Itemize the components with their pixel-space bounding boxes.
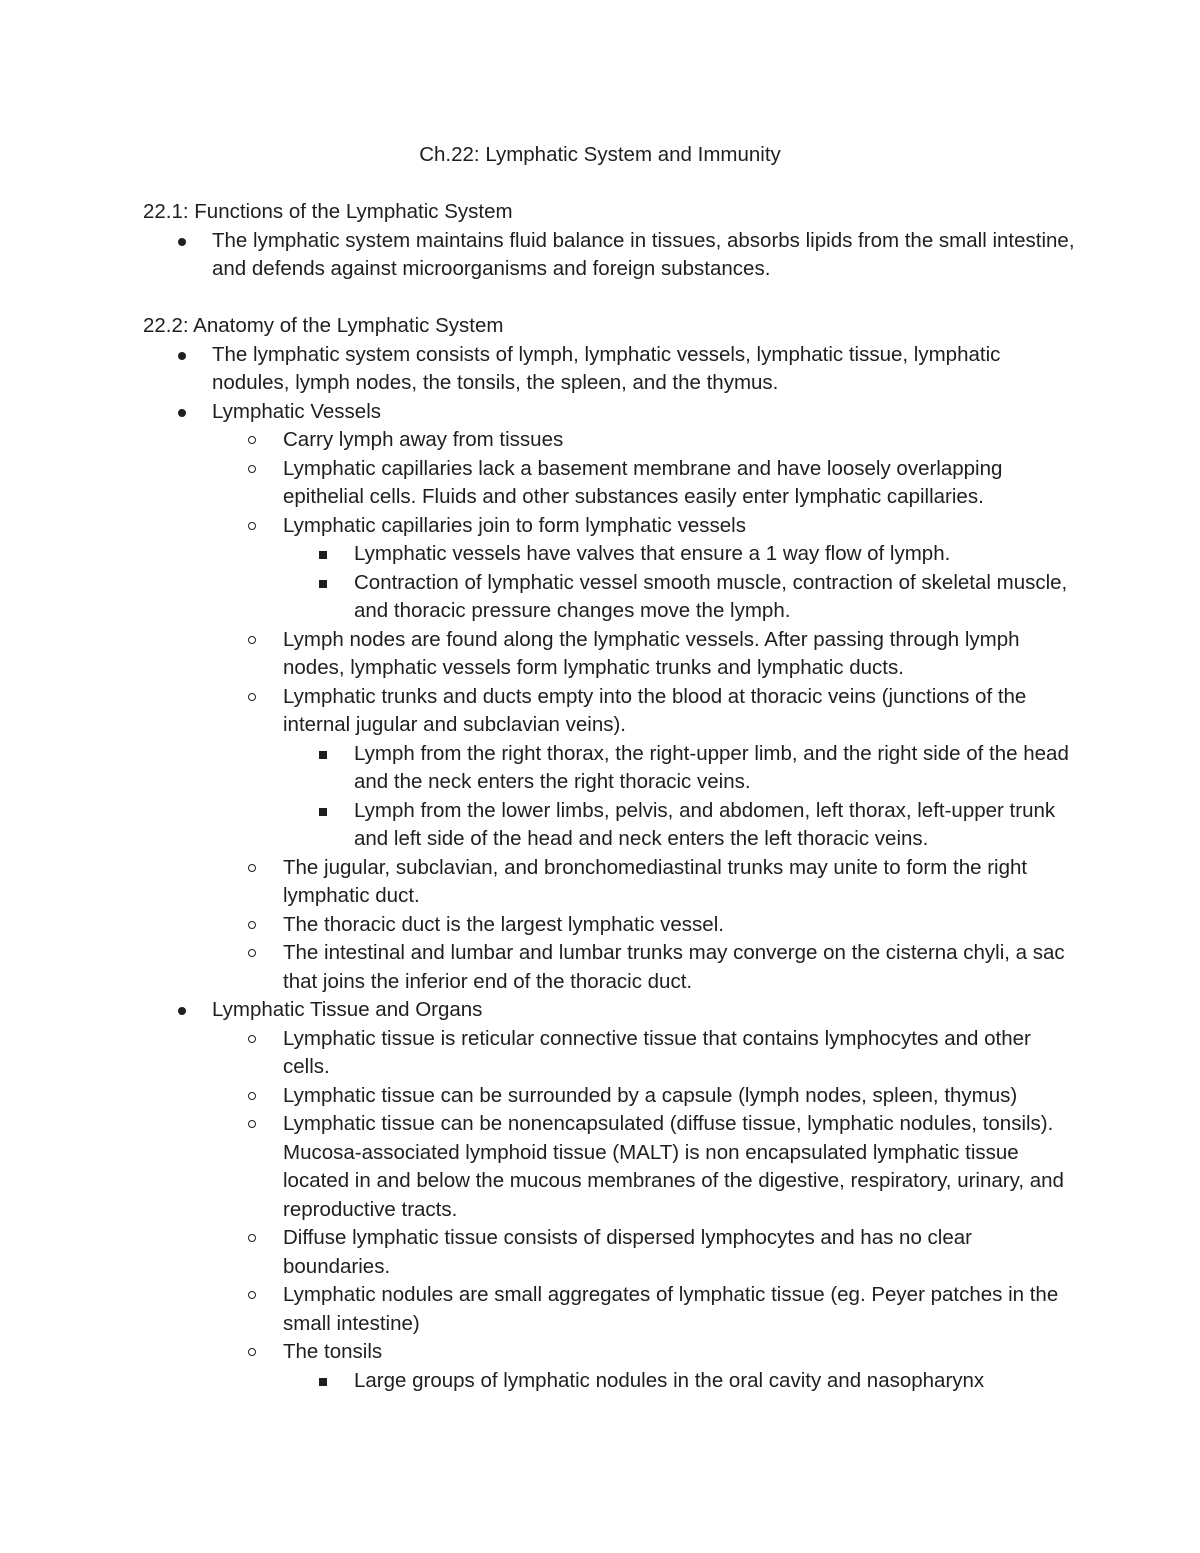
bullet-circle-icon [248,522,256,530]
list-item-text: Lymphatic Tissue and Organs [212,998,483,1021]
sublist-item [212,455,1083,512]
sublist-item-text: Lymphatic nodules are small aggregates of lymphatic tissue (eg. Peyer patches in the small intestine) [283,1283,1059,1335]
bullet-square-icon [319,808,327,816]
nested-item [283,797,1083,854]
sublist-item-text: Carry lymph away from tissues [283,428,564,451]
list-item-text: The lymphatic system consists of lymph, lymphatic vessels, lymphatic tissue, lymphatic nodules, lymph nodes, the tonsils, the spleen, and the thymus. [212,342,1001,394]
nested-item-text: Lymph from the lower limbs, pelvis, and abdomen, left thorax, left-upper trunk and left side of the head and neck enters the left thoracic veins. [354,798,1056,850]
sublist-item [212,683,1083,854]
nested-item-text: Lymph from the right thorax, the right-upper limb, and the right side of the head and the neck enters the right thoracic veins. [354,741,1069,793]
section-heading-22-2: 22.2: Anatomy of the Lymphatic System [143,314,504,337]
bullet-circle-icon [248,465,256,473]
nested-item [283,569,1083,626]
bullet-circle-icon [248,1234,256,1242]
sublist-item [212,939,1083,996]
sublist-item [212,1338,1083,1395]
sublist-item-text: The tonsils [283,1340,383,1363]
sublist-item [212,1082,1083,1111]
nested-sublist [283,1367,1083,1396]
bullet-circle-icon [248,636,256,644]
nested-item-text: Lymphatic vessels have valves that ensure a 1 way flow of lymph. [354,542,951,565]
list-item-text: Lymphatic Vessels [212,399,382,423]
bullet-disc-icon [178,1007,186,1015]
sublist-item [212,1110,1083,1224]
document-title: Ch.22: Lymphatic System and Immunity [419,143,781,166]
list-item-text: The lymphatic system maintains fluid balance in tissues, absorbs lipids from the small intestine, and defends against microorganisms and foreign substances. [212,228,1075,280]
sublist-item [212,512,1083,626]
bullet-disc-icon [178,352,186,360]
sublist-item [212,626,1083,683]
document-body [143,198,1083,1395]
bullet-circle-icon [248,436,256,444]
sublist-item-text: Lymphatic tissue can be nonencapsulated (diffuse tissue, lymphatic nodules, tonsils). Mucosa-associated lymphoid tissue (MALT) is non encapsulated lymphatic tissue located in and below the mucous membranes of the digestive, respiratory, urinary, and reproductive tracts. [283,1112,1064,1221]
list-item-lymphatic-vessels [143,398,1083,997]
sublist-item [212,911,1083,940]
list-item [143,227,1083,284]
list-item [143,341,1083,398]
section-22-1-list [143,227,1083,284]
nested-sublist [283,540,1083,626]
sublist-item-text: Lymphatic tissue is reticular connective tissue that contains lymphocytes and other cells. [283,1026,1031,1078]
bullet-circle-icon [248,1291,256,1299]
bullet-circle-icon [248,949,256,957]
nested-item-text: Large groups of lymphatic nodules in the oral cavity and nasopharynx [354,1368,985,1392]
sublist-item [212,854,1083,911]
sublist-item-text: The intestinal and lumbar and lumbar trunks may converge on the cisterna chyli, a sac that joins the inferior end of the thoracic duct. [283,941,1065,993]
sublist-item-text: Lymph nodes are found along the lymphatic vessels. After passing through lymph nodes, lymphatic vessels form lymphatic trunks and lymphatic ducts. [283,627,1020,679]
sublist-item-text: Lymphatic capillaries lack a basement membrane and have loosely overlapping epithelial cells. Fluids and other substances easily enter lymphatic capillaries. [283,456,1003,508]
lymphatic-tissue-sublist [212,1025,1083,1396]
bullet-disc-icon [178,238,186,246]
bullet-circle-icon [248,1092,256,1100]
sublist-item-text: Lymphatic capillaries join to form lymphatic vessels [283,513,746,537]
sublist-item-text: The thoracic duct is the largest lymphatic vessel. [283,912,724,936]
nested-sublist [283,740,1083,854]
bullet-circle-icon [248,1035,256,1043]
nested-item-text: Contraction of lymphatic vessel smooth muscle, contraction of skeletal muscle, and thoracic pressure changes move the lymph. [354,570,1068,622]
sublist-item-text: The jugular, subclavian, and bronchomediastinal trunks may unite to form the right lymphatic duct. [283,855,1028,907]
sublist-item-text: Diffuse lymphatic tissue consists of dispersed lymphocytes and has no clear boundaries. [283,1226,972,1278]
bullet-square-icon [319,1378,327,1386]
nested-item [283,1367,1083,1396]
nested-item [283,740,1083,797]
bullet-disc-icon [178,409,186,417]
section-22-2-list [143,341,1083,1396]
bullet-circle-icon [248,921,256,929]
sublist-item [212,1224,1083,1281]
bullet-circle-icon [248,1120,256,1128]
sublist-item-text: Lymphatic trunks and ducts empty into the blood at thoracic veins (junctions of the internal jugular and subclavian veins). [283,684,1027,736]
bullet-square-icon [319,751,327,759]
list-item-lymphatic-tissue [143,996,1083,1395]
lymphatic-vessels-sublist [212,426,1083,996]
nested-item [283,540,1083,569]
sublist-item [212,1025,1083,1082]
bullet-circle-icon [248,693,256,701]
bullet-circle-icon [248,864,256,872]
bullet-square-icon [319,580,327,588]
bullet-circle-icon [248,1348,256,1356]
bullet-square-icon [319,551,327,559]
sublist-item [212,1281,1083,1338]
sublist-item-text: Lymphatic tissue can be surrounded by a capsule (lymph nodes, spleen, thymus) [283,1083,1018,1107]
section-heading-22-1: 22.1: Functions of the Lymphatic System [143,200,513,223]
sublist-item [212,426,1083,455]
